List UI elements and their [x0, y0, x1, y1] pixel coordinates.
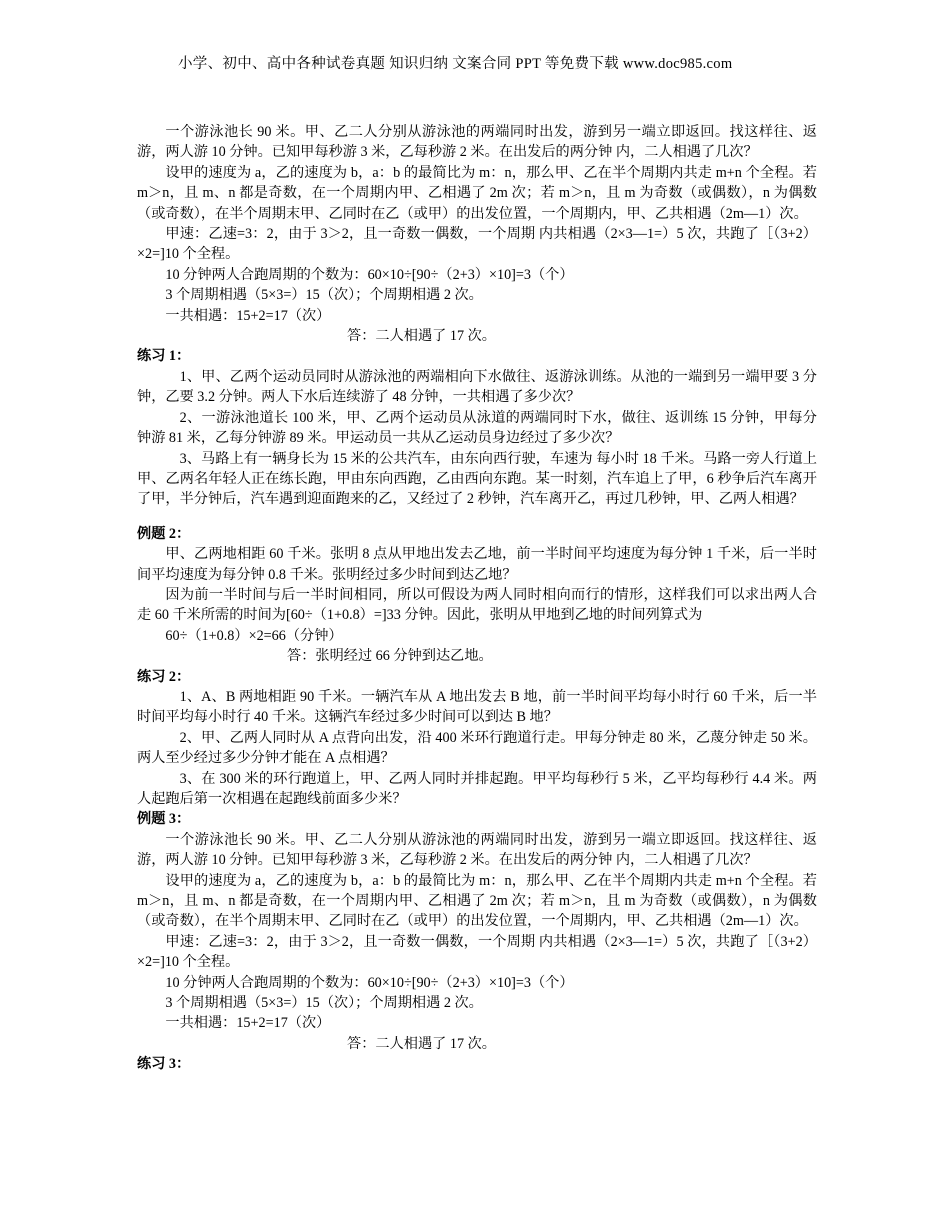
example2-problem: 甲、乙两地相距 60 千米。张明 8 点从甲地出发去乙地，前一半时间平均速度为每分钟 1 千米，后一半时间平均速度为每分钟 0.8 千米。张明经过多少时间到达乙地？ — [137, 546, 817, 583]
example2-solution-p1: 因为前一半时间与后一半时间相同，所以可假设为两人同时相向而行的情形，这样我们可以求出两人合走 60 千米所需的时间为[60÷（1+0.8）=]33 分钟。因此，张明从甲地到乙地的时间列算式为 — [137, 586, 817, 624]
example1-solution-p4: 3 个周期相遇（5×3=）15（次）；个周期相遇 2 次。 — [165, 287, 483, 304]
example3-answer: 答：二人相遇了 17 次。 — [347, 1035, 496, 1052]
example1-solution-p5: 一共相遇：15+2=17（次） — [165, 307, 331, 324]
example3-solution-p4: 3 个周期相遇（5×3=）15（次）；个周期相遇 2 次。 — [165, 995, 483, 1012]
example3-solution-p5: 一共相遇：15+2=17（次） — [165, 1015, 331, 1032]
example3-solution-p1: 设甲的速度为 a，乙的速度为 b，a：b 的最简比为 m：n，那么甲、乙在半个周期内共走 m+n 个全程。若 m＞n，且 m、n 都是奇数，在一个周期内甲、乙相遇了 2m 次；若 m＞n，且 m 为奇数（或偶数），n 为偶数（或奇数），在半个周期末甲、乙同时在乙（或甲）的出发位置，一个周期内，甲、乙共相遇（2m—1）次。 — [137, 872, 817, 930]
example3-problem: 一个游泳池长 90 米。甲、乙二人分别从游泳池的两端同时出发，游到另一端立即返回。找这样往、返游，两人游 10 分钟。已知甲每秒游 3 米，乙每秒游 2 米。在出发后的两分钟 内，二人相遇了几次？ — [137, 831, 817, 869]
example3-title: 例题 3： — [137, 811, 191, 828]
page-header-watermark: 小学、初中、高中各种试卷真题 知识归纳 文案合同 PPT 等免费下载 www.doc985.com — [178, 56, 733, 72]
exercise3-title: 练习 3： — [137, 1056, 191, 1073]
example1-solution-p3: 10 分钟两人合跑周期的个数为：60×10÷[90÷（2+3）×10]=3（个） — [165, 266, 574, 283]
exercise2-item2: 2、甲、乙两人同时从 A 点背向出发，沿 400 米环行跑道行走。甲每分钟走 80 米，乙蔑分钟走 50 米。两人至少经过多少分钟才能在 A 点相遇？ — [137, 729, 817, 767]
example2-answer: 答：张明经过 66 分钟到达乙地。 — [287, 648, 493, 665]
exercise2-item3: 3、在 300 米的环行跑道上，甲、乙两人同时并排起跑。甲平均每秒行 5 米，乙平均每秒行 4.4 米。两人起跑后第一次相遇在起跑线前面多少米？ — [137, 770, 817, 807]
example1-problem-p1: 一个游泳池长 90 米。甲、乙二人分别从游泳池的两端同时出发，游到另一端立即返回。找这样往、返游，两人游 10 分钟。已知甲每秒游 3 米，乙每秒游 2 米。在出发后的两分钟 内，二人相遇了几次？ — [137, 124, 817, 161]
exercise2-item1: 1、A、B 两地相距 90 千米。一辆汽车从 A 地出发去 B 地，前一半时间平均每小时行 60 千米，后一半时间平均每小时行 40 千米。这辆汽车经过多少时间可以到达 B 地？ — [137, 688, 817, 726]
example1-solution-p1: 设甲的速度为 a，乙的速度为 b，a：b 的最简比为 m：n，那么甲、乙在半个周期内共走 m+n 个全程。若 m＞n，且 m、n 都是奇数，在一个周期内甲、乙相遇了 2m 次；若 m＞n，且 m 为奇数（或偶数），n 为偶数（或奇数），在半个周期末甲、乙同时在乙（或甲）的出发位置，一个周期内，甲、乙共相遇（2m—1）次。 — [137, 164, 817, 222]
example1-solution-p2: 甲速：乙速=3：2，由于 3＞2，且一奇数一偶数，一个周期 内共相遇（2×3—1=）5 次，共跑了［（3+2）×2=]10 个全程。 — [137, 226, 817, 263]
exercise1-title: 练习 1： — [137, 348, 191, 365]
example3-solution-p3: 10 分钟两人合跑周期的个数为：60×10÷[90÷（2+3）×10]=3（个） — [165, 974, 574, 991]
exercise1-item2: 2、一游泳池道长 100 米，甲、乙两个运动员从泳道的两端同时下水，做往、返训练 15 分钟，甲每分钟游 81 米，乙每分钟游 89 米。甲运动员一共从乙运动员身边经过了多少次？ — [137, 409, 817, 447]
exercise2-title: 练习 2： — [137, 668, 191, 685]
example3-solution-p2: 甲速：乙速=3：2，由于 3＞2，且一奇数一偶数，一个周期 内共相遇（2×3—1=）5 次，共跑了［（3+2）×2=]10 个全程。 — [137, 933, 817, 971]
exercise1-item1: 1、甲、乙两个运动员同时从游泳池的两端相向下水做往、返游泳训练。从池的一端到另一端甲要 3 分钟，乙要 3.2 分钟。两人下水后连续游了 48 分钟，一共相遇了多少次？ — [137, 368, 817, 406]
document-body — [137, 122, 817, 1075]
example2-title: 例题 2： — [137, 525, 191, 542]
example1-answer: 答：二人相遇了 17 次。 — [347, 328, 496, 345]
exercise1-item3: 3、马路上有一辆身长为 15 米的公共汽车，由东向西行驶，车速为 每小时 18 千米。马路一旁人行道上甲、乙两名年轻人正在练长跑，甲由东向西跑，乙由西向东跑。某一时刻，汽车追上了甲，6 秒争后汽车离开了甲，半分钟后，汽车遇到迎面跑来的乙，又经过了 2 秒钟，汽车离开乙，再过几秒钟，甲、乙两人相遇？ — [137, 450, 817, 508]
example2-solution-p2: 60÷（1+0.8）×2=66（分钟） — [165, 627, 343, 644]
paragraph-spacer — [137, 510, 817, 524]
